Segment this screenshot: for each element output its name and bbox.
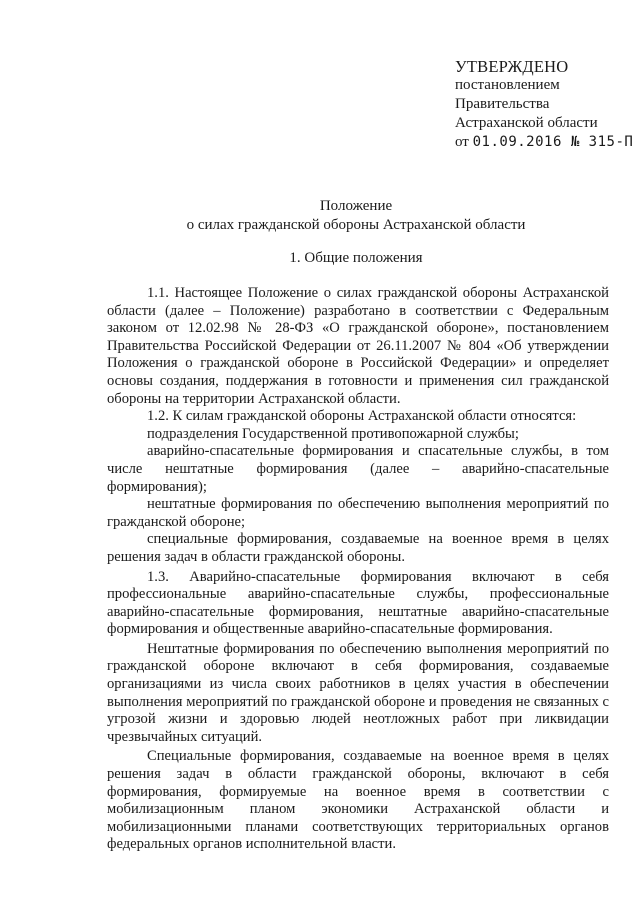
approval-line-region: Астраханской области: [455, 115, 598, 131]
list-item-fire-service: подразделения Государственной противопожарной службы;: [147, 425, 519, 442]
approval-heading: УТВЕРЖДЕНО: [455, 57, 569, 76]
document-subtitle: о силах гражданской обороны Астраханской области: [186, 217, 526, 233]
document-body: [107, 285, 609, 854]
approval-date-prefix: от: [455, 134, 469, 150]
approval-line-decree: постановлением: [455, 77, 560, 93]
section-heading: 1. Общие положения: [289, 250, 423, 266]
paragraph-1-2: 1.2. К силам гражданской обороны Астраханской области относятся:: [147, 408, 577, 425]
document-title: Положение: [319, 198, 393, 214]
paragraph-non-staff: Нештатные формирования по обеспечению выполнения мероприятий по гражданской обороне включают в себя формирования, создаваемые организациями из числа своих работников в целях участия в обеспечении выполнения мероприятий по гражданской обороне и проведения не связанных с угрозой жизни и здоровью людей неотложных работ при ликвидации чрезвычайных ситуаций.: [107, 640, 609, 745]
list-item-rescue-formations: аварийно-спасательные формирования и спасательные службы, в том числе нештатные формирования (далее – аварийно-спасательные формирования);: [107, 443, 609, 495]
approval-line-government: Правительства: [455, 96, 550, 112]
approval-date-line: [455, 133, 635, 152]
paragraph-special: Специальные формирования, создаваемые на военное время в целях решения задач в области гражданской обороны, включают в себя формирования, формируемые на военное время в соответствии с мобилизационным планом экономики Астраханской области и мобилизационными планами соответствующих территориальных органов федеральных органов исполнительной власти.: [107, 748, 609, 853]
list-item-special-formations: специальные формирования, создаваемые на военное время в целях решения задач в области гражданской обороны.: [107, 531, 609, 565]
paragraph-1-1: 1.1. Настоящее Положение о силах гражданской обороны Астраханской области (далее – Положение) разработано в соответствии с Федеральным законом от 12.02.98 № 28-ФЗ «О гражданской обороне», постановлением Правительства Российской Федерации от 26.11.2007 № 804 «Об утверждении Положения о гражданской обороне в Российской Федерации» и определяет основы создания, поддержания в готовности и применения сил гражданской обороны на территории Астраханской области.: [107, 285, 609, 407]
list-item-non-staff-formations: нештатные формирования по обеспечению выполнения мероприятий по гражданской обороне;: [107, 496, 609, 530]
approval-date-number: 01.09.2016 № 315-П: [472, 134, 634, 150]
approval-stamp-block: [455, 57, 635, 152]
paragraph-1-3: 1.3. Аварийно-спасательные формирования включают в себя профессиональные аварийно-спасательные службы, профессиональные аварийно-спасательные формирования, нештатные аварийно-спасательные формирования и общественные аварийно-спасательные формирования.: [107, 568, 609, 638]
